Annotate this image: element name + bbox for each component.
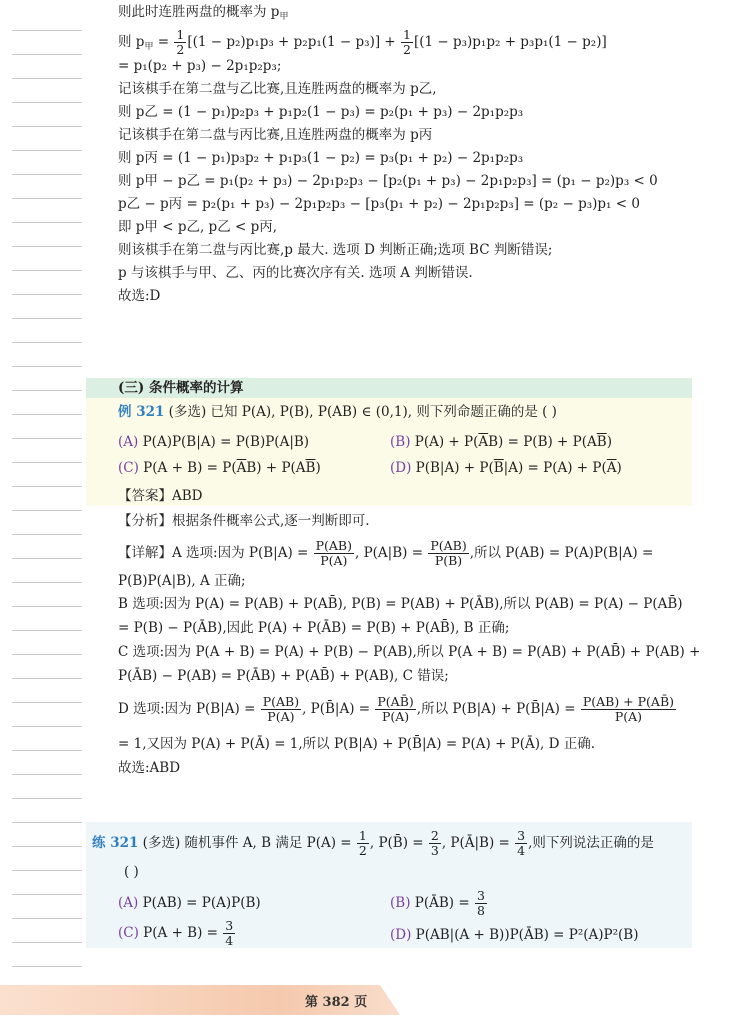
practice-option-c: (C) P(A + B) = $\frac{3}{4}$ xyxy=(118,918,234,948)
solution-line-10: 即 p甲 < p乙, p乙 < p丙, xyxy=(118,219,278,235)
solution-line-4: 记该棋手在第二盘与乙比赛,且连胜两盘的概率为 p乙, xyxy=(118,81,437,97)
practice-paren: ( ) xyxy=(124,864,139,880)
practice-option-a: (A) P(AB) = P(A)P(B) xyxy=(118,895,261,911)
example-detail-5: C 选项:因为 P(A + B) = P(A) + P(B) − P(AB),所以 P(A + B) = P(AB) + P(AB̄) + P(AB) + xyxy=(118,644,701,660)
page-number: 第 382 页 xyxy=(305,995,368,1010)
example-detail-1: 【详解】A 选项:因为 P(B|A) = $\frac{P(AB)}{P(A)}$ , P(A|B) = $\frac{P(AB)}{P(B)}$ ,所以 P(AB) = P(A)P(B|A) = xyxy=(118,538,654,568)
solution-line-13: 故选:D xyxy=(118,288,161,304)
example-question: 例 321 (多选) 已知 P(A), P(B), P(AB) ∈ (0,1), 则下列命题正确的是 ( ) xyxy=(118,404,557,420)
example-answer: 【答案】ABD xyxy=(118,488,203,504)
practice-option-d: (D) P(AB|(A + B))P(ĀB) = P²(A)P²(B) xyxy=(390,927,639,943)
solution-line-6: 记该棋手在第二盘与丙比赛,且连胜两盘的概率为 p丙 xyxy=(118,127,433,143)
section-title: (三) 条件概率的计算 xyxy=(118,380,244,396)
practice-option-b: (B) P(ĀB) = $\frac{3}{8}$ xyxy=(390,888,485,918)
example-analysis: 【分析】根据条件概率公式,逐一判断即可. xyxy=(118,513,370,529)
solution-line-12: p 与该棋手与甲、乙、丙的比赛次序有关. 选项 A 判断错误. xyxy=(118,265,473,281)
solution-line-7: 则 p丙 = (1 − p₁)p₃p₂ + p₁p₃(1 − p₂) = p₃(p₁ + p₂) − 2p₁p₂p₃ xyxy=(118,150,524,166)
example-detail-4: = P(B) − P(ĀB),因此 P(A) + P(ĀB) = P(B) + P(AB̄), B 正确; xyxy=(118,620,510,636)
example-detail-7: D 选项:因为 P(B|A) = $\frac{P(AB)}{P(A)}$ , P(B̄|A) = $\frac{P(AB̄)}{P(A)}$ ,所以 P(B|A) + P(B̄|A) = $\frac{P(AB) + P(AB̄)}{P(A)}$ xyxy=(118,694,675,724)
solution-line-5: 则 p乙 = (1 − p₁)p₂p₃ + p₁p₂(1 − p₃) = p₂(p₁ + p₃) − 2p₁p₂p₃ xyxy=(118,104,524,120)
solution-line-2: 则 $p_甲$ = $\frac{1}{2}$ [(1 − p₂)p₁p₃ + p₂p₁(1 − p₃)] + $\frac{1}{2}$ [(1 − p₃)p₁p₂ + p₃p₁(1 − p₂)] xyxy=(118,27,607,57)
example-detail-3: B 选项:因为 P(A) = P(AB) + P(AB̄), P(B) = P(AB) + P(ĀB),所以 P(AB) = P(A) − P(AB̄) xyxy=(118,596,683,612)
example-option-d: (D) $P(B|A) + P(\overline{B}|A) = P(A) + P(\overline{A})$ xyxy=(390,460,622,476)
example-detail-8: = 1,又因为 P(A) + P(Ā) = 1,所以 P(B|A) + P(B̄|A) = P(A) + P(Ā), D 正确. xyxy=(118,736,596,752)
example-detail-9: 故选:ABD xyxy=(118,760,181,776)
solution-line-11: 则该棋手在第二盘与丙比赛,p 最大. 选项 D 判断正确;选项 BC 判断错误; xyxy=(118,242,553,258)
practice-question: 练 321 (多选) 随机事件 A, B 满足 P(A) = $\frac{1}{2}$ , P(B̄) = $\frac{2}{3}$ , P(Ā|B) = $\frac{3}{4}$ ,则下列说法正确的是 xyxy=(92,828,654,858)
example-option-b: (B) $P(A) + P(\overline{A}B) = P(B) + P(A\overline{B})$ xyxy=(390,434,612,450)
solution-line-8: 则 p甲 − p乙 = p₁(p₂ + p₃) − 2p₁p₂p₃ − [p₂(p₁ + p₃) − 2p₁p₂p₃] = (p₁ − p₂)p₃ < 0 xyxy=(118,173,658,189)
solution-line-3: = p₁(p₂ + p₃) − 2p₁p₂p₃; xyxy=(118,58,282,74)
example-detail-6: P(ĀB) − P(AB) = P(ĀB) + P(AB̄) + P(AB), C 错误; xyxy=(118,668,449,684)
example-label: 例 321 xyxy=(118,404,165,420)
example-option-c: (C) $P(A + B) = P(\overline{A}B) + P(A\overline{B})$ xyxy=(118,460,321,476)
practice-label: 练 321 xyxy=(92,835,139,851)
example-option-a: (A) P(A)P(B|A) = P(B)P(A|B) xyxy=(118,434,310,450)
example-detail-2: P(B)P(A|B), A 正确; xyxy=(118,573,246,589)
solution-line-1: 则此时连胜两盘的概率为 $p_甲$ xyxy=(118,4,289,22)
solution-line-9: p乙 − p丙 = p₂(p₁ + p₃) − 2p₁p₂p₃ − [p₃(p₁ + p₂) − 2p₁p₂p₃] = (p₂ − p₃)p₁ < 0 xyxy=(118,196,640,212)
